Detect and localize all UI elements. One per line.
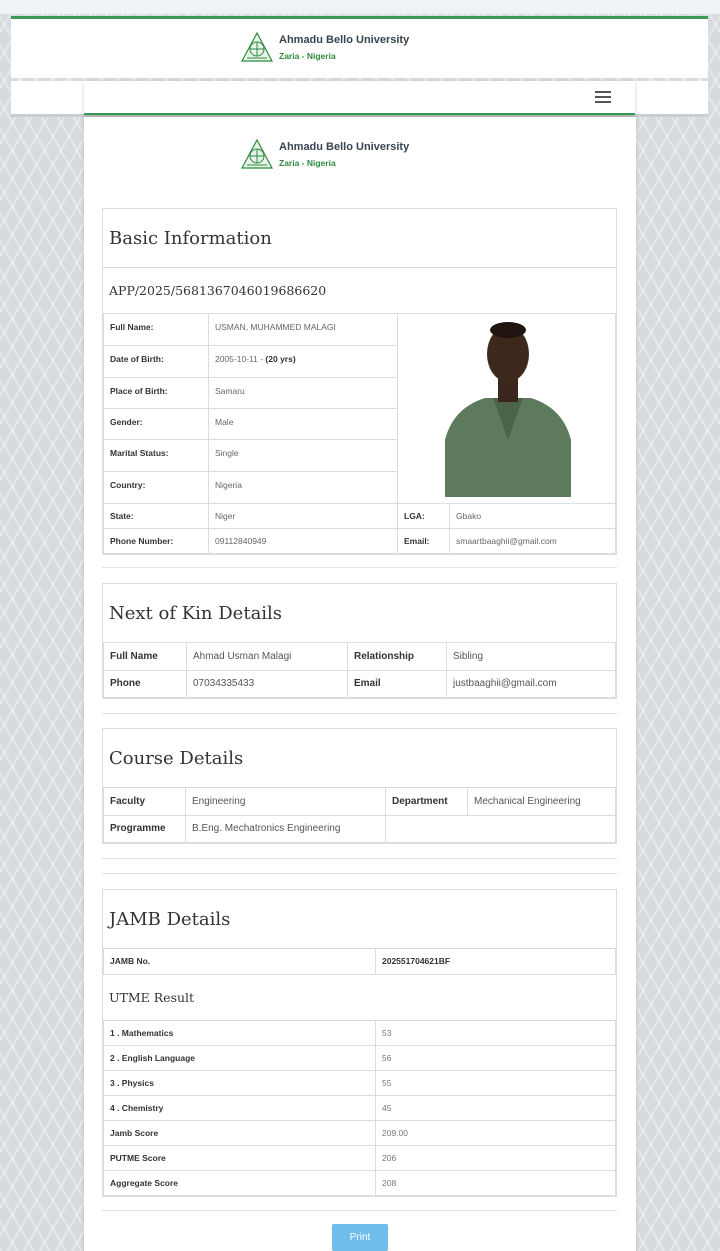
nav-inner: [84, 81, 635, 115]
kin-table: [103, 643, 616, 698]
site-header: [11, 16, 708, 78]
application-card: [84, 117, 636, 1251]
faculty-value: Engineering: [186, 788, 386, 815]
dob-value: [209, 345, 398, 377]
menu-hamburger-icon[interactable]: [595, 91, 611, 103]
header-logo[interactable]: [241, 32, 409, 62]
print-button[interactable]: Print: [332, 1224, 388, 1251]
country-value: Nigeria: [209, 471, 398, 503]
utme-subject: 1 . Mathematics: [104, 1021, 376, 1046]
kin-email-value: justbaaghii@gmail.com: [447, 670, 616, 697]
label: Email: [348, 670, 447, 697]
label: Department: [386, 788, 468, 815]
divider: [102, 567, 617, 568]
card-logo: [241, 139, 409, 169]
label: LGA:: [398, 503, 450, 528]
kin-phone-value: 07034335433: [187, 670, 348, 697]
utme-subject: Aggregate Score: [104, 1171, 376, 1196]
pob-value: Samaru: [209, 377, 398, 408]
age-value: (20 yrs): [265, 353, 296, 364]
utme-row: [104, 1096, 616, 1121]
label: Gender:: [104, 408, 209, 439]
university-name: Ahmadu Bello University: [279, 33, 410, 46]
university-crest-icon: [241, 32, 273, 62]
section-title: Basic Information: [103, 209, 616, 268]
utme-row: [104, 1046, 616, 1071]
university-location: Zaria - Nigeria: [279, 50, 336, 61]
utme-score: 55: [376, 1071, 616, 1096]
divider: [102, 1210, 617, 1211]
utme-result-table: [103, 1021, 616, 1197]
label: Phone: [104, 670, 187, 697]
jamb-table: [103, 949, 616, 975]
gender-value: Male: [209, 408, 398, 439]
state-value: Niger: [209, 503, 398, 528]
utme-row: [104, 1171, 616, 1196]
application-number: APP/2025/5681367046019686620: [103, 268, 616, 314]
university-name: Ahmadu Bello University: [279, 140, 410, 153]
jamb-number-value: 202551704621BF: [376, 949, 616, 974]
utme-subject: PUTME Score: [104, 1146, 376, 1171]
utme-subject: Jamb Score: [104, 1121, 376, 1146]
label: Marital Status:: [104, 439, 209, 471]
dob-date: 2005-10-11 -: [215, 353, 264, 364]
label: Phone Number:: [104, 528, 209, 553]
utme-subject: 3 . Physics: [104, 1071, 376, 1096]
utme-subject: 4 . Chemistry: [104, 1096, 376, 1121]
utme-row: [104, 1021, 616, 1046]
empty-cell: [386, 815, 616, 842]
divider: [102, 858, 617, 859]
section-title: JAMB Details: [103, 890, 616, 949]
label: JAMB No.: [104, 949, 376, 974]
section-title: Next of Kin Details: [103, 584, 616, 643]
label: Programme: [104, 815, 186, 842]
utme-title: UTME Result: [103, 975, 616, 1021]
label: Email:: [398, 528, 450, 553]
phone-value: 09112840949: [209, 528, 398, 553]
label: Place of Birth:: [104, 377, 209, 408]
full-name-value: USMAN, MUHAMMED MALAGI: [209, 314, 398, 345]
university-location: Zaria - Nigeria: [279, 157, 336, 168]
kin-name-value: Ahmad Usman Malagi: [187, 643, 348, 670]
top-strip: [0, 0, 720, 14]
course-section: [102, 728, 617, 844]
email-value: smaartbaaghii@gmail.com: [450, 528, 616, 553]
divider: [102, 873, 617, 874]
utme-subject: 2 . English Language: [104, 1046, 376, 1071]
kin-relationship-value: Sibling: [447, 643, 616, 670]
label: Country:: [104, 471, 209, 503]
utme-score: 56: [376, 1046, 616, 1071]
label: Faculty: [104, 788, 186, 815]
utme-score: 208: [376, 1171, 616, 1196]
utme-row: [104, 1146, 616, 1171]
jamb-section: [102, 889, 617, 1197]
lga-value: Gbako: [450, 503, 616, 528]
label: State:: [104, 503, 209, 528]
next-of-kin-section: [102, 583, 617, 699]
course-table: [103, 788, 616, 843]
department-value: Mechanical Engineering: [468, 788, 616, 815]
label: Relationship: [348, 643, 447, 670]
divider: [102, 713, 617, 714]
utme-row: [104, 1071, 616, 1096]
section-title: Course Details: [103, 729, 616, 788]
programme-value: B.Eng. Mechatronics Engineering: [186, 815, 386, 842]
label: Date of Birth:: [104, 345, 209, 377]
label: Full Name: [104, 643, 187, 670]
marital-value: Single: [209, 439, 398, 471]
utme-row: [104, 1121, 616, 1146]
utme-score: 45: [376, 1096, 616, 1121]
utme-score: 209.00: [376, 1121, 616, 1146]
label: Full Name:: [104, 314, 209, 345]
utme-score: 206: [376, 1146, 616, 1171]
applicant-photo: [445, 320, 571, 497]
utme-score: 53: [376, 1021, 616, 1046]
nav-bar: [11, 81, 708, 117]
university-crest-icon: [241, 139, 273, 169]
